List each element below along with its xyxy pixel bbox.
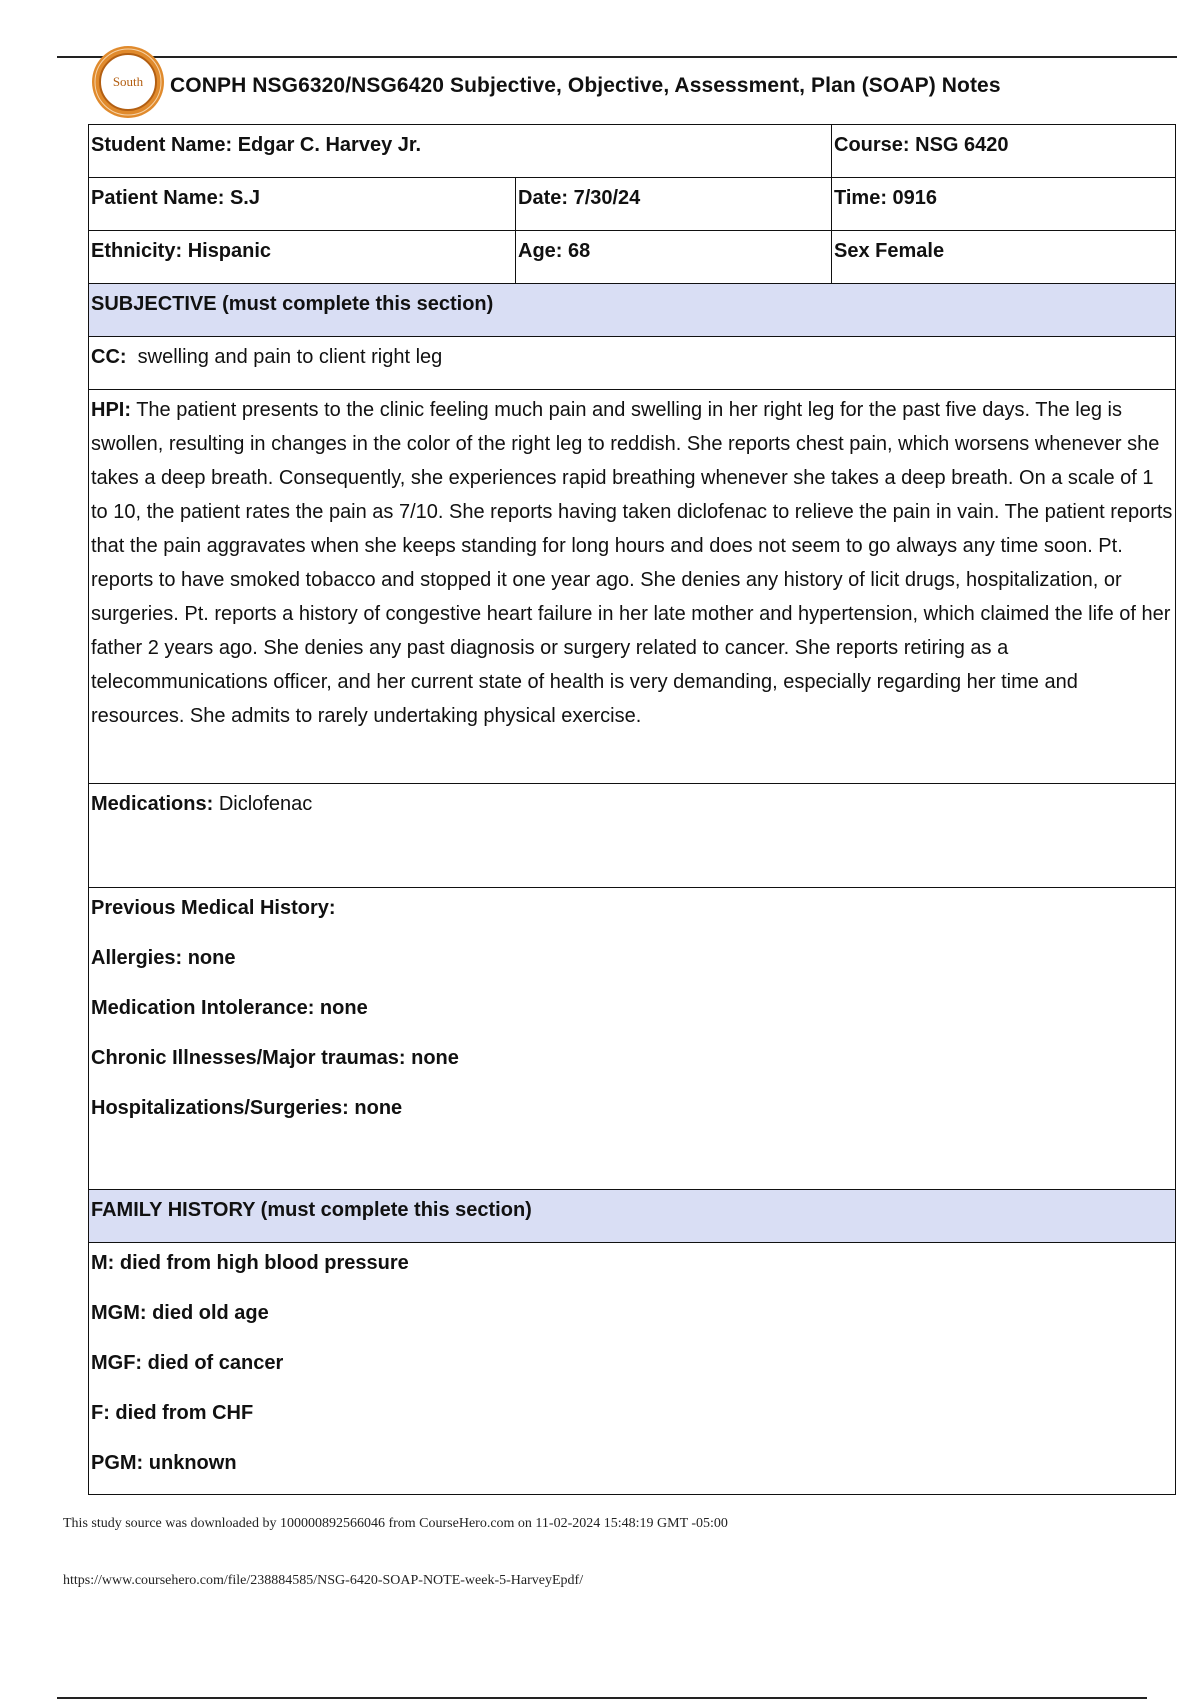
- family-history-cell: [89, 1243, 1176, 1495]
- student-name-label: Student Name:: [91, 134, 233, 156]
- family-history-row: [89, 1243, 1176, 1495]
- college-seal-icon: [90, 44, 166, 120]
- course-label: Course:: [834, 134, 910, 156]
- chief-complaint-cell: [89, 337, 1176, 390]
- student-row: [89, 125, 1176, 178]
- family-history-heading: FAMILY HISTORY (must complete this section): [89, 1190, 1176, 1243]
- age-cell: [516, 231, 832, 284]
- cc-label: CC:: [91, 346, 127, 368]
- patient-name-value: S.J: [229, 187, 260, 209]
- time-value: 0916: [892, 187, 938, 209]
- age-value: 68: [568, 240, 591, 262]
- pmh-chronic-illnesses: Chronic Illnesses/Major traumas: none: [91, 1047, 459, 1069]
- date-cell: [516, 178, 832, 231]
- sex-label: Sex: [834, 240, 870, 262]
- family-history-item: MGM: died old age: [91, 1302, 269, 1324]
- subjective-heading: SUBJECTIVE (must complete this section): [89, 284, 1176, 337]
- time-label: Time:: [834, 187, 887, 209]
- date-label: Date:: [518, 187, 569, 209]
- download-note: This study source was downloaded by 100000892566046 from CourseHero.com on 11-02-2024 15:48:19 GMT -05:00: [63, 1516, 728, 1531]
- pmh-allergies: Allergies: none: [91, 947, 236, 969]
- sex-cell: [832, 231, 1176, 284]
- age-label: Age:: [518, 240, 563, 262]
- document-title: CONPH NSG6320/NSG6420 Subjective, Objective, Assessment, Plan (SOAP) Notes: [170, 74, 1001, 97]
- time-cell: [832, 178, 1176, 231]
- soap-form-table: [88, 124, 1176, 1495]
- pmh-row: [89, 888, 1176, 1190]
- family-history-item: F: died from CHF: [91, 1402, 254, 1424]
- subjective-heading-row: [89, 284, 1176, 337]
- pmh-hospitalizations: Hospitalizations/Surgeries: none: [91, 1097, 403, 1119]
- patient-name-cell: [89, 178, 516, 231]
- sex-value: Female: [875, 240, 945, 262]
- source-url[interactable]: https://www.coursehero.com/file/238884585/NSG-6420-SOAP-NOTE-week-5-HarveyEpdf/: [63, 1573, 584, 1588]
- pmh-heading: Previous Medical History:: [91, 897, 336, 919]
- ethnicity-label: Ethnicity:: [91, 240, 183, 262]
- ethnicity-value: Hispanic: [187, 240, 272, 262]
- medications-value: Diclofenac: [218, 793, 313, 815]
- logo-text: South: [112, 74, 144, 89]
- family-history-heading-row: [89, 1190, 1176, 1243]
- bottom-rule: [57, 1697, 1147, 1699]
- family-history-item: MGF: died of cancer: [91, 1352, 284, 1374]
- medications-label: Medications:: [91, 793, 214, 815]
- hpi-text: The patient presents to the clinic feeling much pain and swelling in her right leg for the past five days. The leg is swollen, resulting in changes in the color of the right leg to reddish. She reports chest pain, which worsens whenever she takes a deep breath. Consequently, she experiences rapid breathing whenever she takes a deep breath. On a scale of 1 to 10, the patient rates the pain as 7/10. She reports having taken diclofenac to relieve the pain in vain. The patient reports that the pain aggravates when she keeps standing for long hours and does not seem to go always any time soon. Pt. reports to have smoked tobacco and stopped it one year ago. She denies any history of licit drugs, hospitalization, or surgeries. Pt. reports a history of congestive heart failure in her late mother and hypertension, which claimed the life of her father 2 years ago. She denies any past diagnosis or surgery related to cancer. She reports retiring as a telecommunications officer, and her current state of health is very demanding, especially regarding her time and resources. She admits to rarely undertaking physical exercise.: [91, 399, 1173, 727]
- patient-name-label: Patient Name:: [91, 187, 225, 209]
- hpi-cell: [89, 390, 1176, 784]
- date-value: 7/30/24: [573, 187, 641, 209]
- ethnicity-cell: [89, 231, 516, 284]
- family-history-item: M: died from high blood pressure: [91, 1252, 409, 1274]
- hpi-row: [89, 390, 1176, 784]
- course-value: NSG 6420: [915, 134, 1009, 156]
- cc-row: [89, 337, 1176, 390]
- student-name-cell: [89, 125, 832, 178]
- medications-cell: [89, 784, 1176, 888]
- previous-medical-history-cell: [89, 888, 1176, 1190]
- pmh-medication-intolerance: Medication Intolerance: none: [91, 997, 368, 1019]
- hpi-label: HPI:: [91, 399, 131, 421]
- student-name-value: Edgar C. Harvey Jr.: [237, 134, 422, 156]
- family-history-item: PGM: unknown: [91, 1452, 237, 1474]
- medications-row: [89, 784, 1176, 888]
- document-header: [90, 44, 1180, 128]
- demographics-row: [89, 231, 1176, 284]
- cc-value: swelling and pain to client right leg: [137, 346, 443, 368]
- course-cell: [832, 125, 1176, 178]
- patient-row: [89, 178, 1176, 231]
